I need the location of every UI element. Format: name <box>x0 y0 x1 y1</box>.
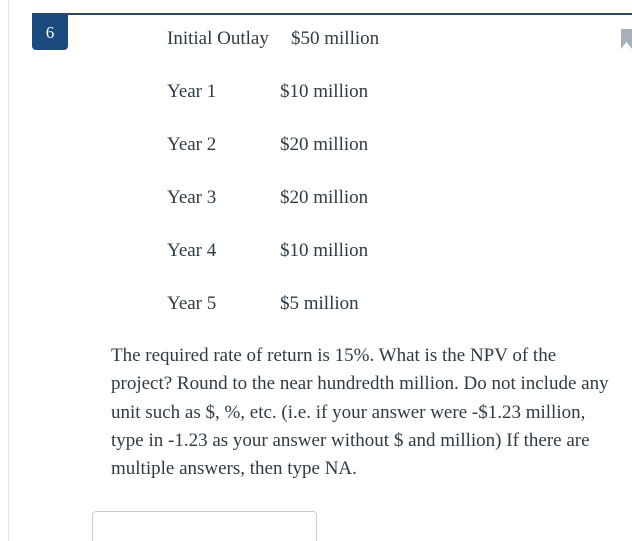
cashflow-row-year-1 <box>167 80 369 104</box>
question-top-divider <box>32 13 632 15</box>
question-text: The required rate of return is 15%. What is the NPV of the project? Round to the near hundredth million. Do not include any unit such as $, %, etc. (i.e. if your answer were -$1.23 million, type in -1.23 as your answer without $ and million) If there are multiple answers, then type NA. <box>111 345 609 480</box>
answer-input[interactable] <box>92 511 317 541</box>
cashflow-value: $10 million <box>280 240 369 261</box>
cashflow-row-year-4 <box>167 239 369 263</box>
left-divider <box>8 0 9 541</box>
cashflow-label: Year 5 <box>167 293 217 314</box>
cashflow-row-year-2 <box>167 133 369 157</box>
cashflow-value: $20 million <box>280 134 369 155</box>
cashflow-value: $20 million <box>280 187 369 208</box>
cashflow-value: $5 million <box>280 293 359 314</box>
cashflow-row-year-5 <box>167 292 359 316</box>
cashflow-label: Year 1 <box>167 81 217 102</box>
cashflow-label: Year 4 <box>167 240 217 261</box>
cashflow-row-year-3 <box>167 186 369 210</box>
bookmark-icon[interactable] <box>621 29 632 49</box>
cashflow-value: $10 million <box>280 81 369 102</box>
cashflow-row-initial-outlay <box>167 27 380 51</box>
cashflow-label: Year 2 <box>167 134 217 155</box>
question-number-badge: 6 <box>32 15 68 50</box>
cashflow-label: Initial Outlay <box>167 28 269 49</box>
cashflow-value: $50 million <box>291 28 380 49</box>
cashflow-label: Year 3 <box>167 187 217 208</box>
